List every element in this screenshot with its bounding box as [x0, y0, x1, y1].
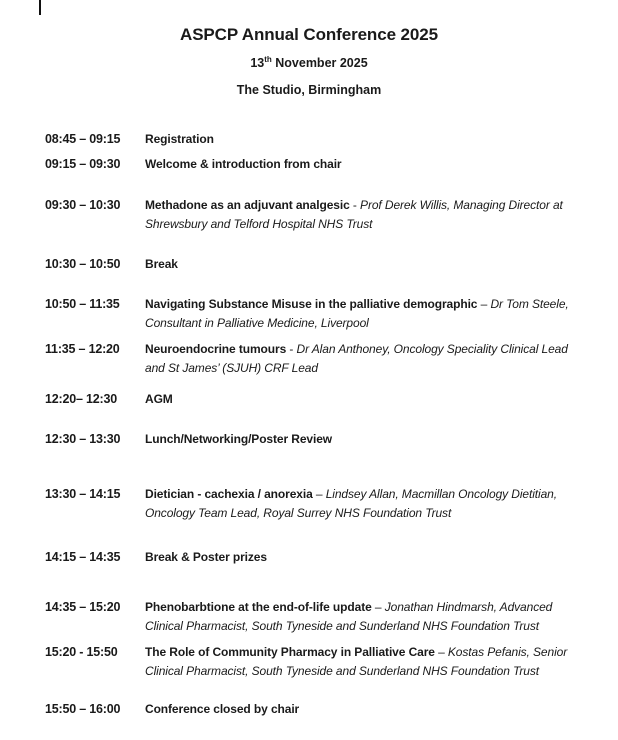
session-cell — [145, 548, 590, 567]
session-title: Methadone as an adjuvant analgesic — [145, 198, 350, 212]
schedule-row — [45, 643, 593, 681]
session-title: AGM — [145, 392, 173, 406]
session-time: 14:15 – 14:35 — [45, 550, 121, 564]
session-title: Welcome & introduction from chair — [145, 157, 342, 171]
event-date-rest: November 2025 — [271, 56, 368, 70]
session-title: Lunch/Networking/Poster Review — [145, 432, 333, 446]
session-time: 10:50 – 11:35 — [45, 297, 120, 311]
schedule-row — [45, 390, 593, 409]
schedule-row — [45, 430, 593, 449]
session-cell — [145, 430, 590, 449]
session-time: 15:50 – 16:00 — [45, 702, 121, 716]
schedule-row — [45, 548, 593, 567]
session-separator: – — [371, 600, 385, 614]
schedule-row — [45, 255, 593, 274]
session-time: 14:35 – 15:20 — [45, 600, 121, 614]
session-cell — [145, 485, 590, 523]
session-time: 10:30 – 10:50 — [45, 257, 121, 271]
schedule-list — [0, 130, 618, 719]
session-cell — [145, 130, 590, 149]
session-title: Break & Poster prizes — [145, 550, 267, 564]
event-date-ordinal: th — [264, 54, 272, 64]
event-date — [0, 56, 618, 71]
session-cell — [145, 295, 590, 333]
session-time: 09:15 – 09:30 — [45, 157, 121, 171]
session-title: Neuroendocrine tumours — [145, 342, 287, 356]
session-cell — [145, 390, 590, 409]
session-title: Break — [145, 257, 178, 271]
session-title: Phenobarbtione at the end-of-life update — [145, 600, 372, 614]
session-title: The Role of Community Pharmacy in Palliative Care — [145, 645, 435, 659]
session-cell — [145, 598, 590, 636]
session-cell — [145, 700, 590, 719]
schedule-row — [45, 485, 593, 523]
session-separator: – — [477, 297, 491, 311]
session-separator: - — [286, 342, 297, 356]
document-header — [0, 0, 618, 98]
session-speaker: Jonathan Hindmarsh, Advanced Clinical Pharmacist, South Tyneside and Sunderland NHS Foundation Trust — [145, 600, 553, 633]
session-cell — [145, 155, 590, 174]
session-speaker: Dr Tom Steele, Consultant in Palliative Medicine, Liverpool — [145, 297, 569, 330]
page-title: ASPCP Annual Conference 2025 — [180, 25, 438, 44]
schedule-row — [45, 155, 593, 174]
schedule-row — [45, 130, 593, 149]
session-cell — [145, 196, 590, 234]
session-speaker: Lindsey Allan, Macmillan Oncology Dietitian, Oncology Team Lead, Royal Surrey NHS Foundation Trust — [145, 487, 557, 520]
event-venue: The Studio, Birmingham — [236, 83, 382, 97]
session-title: Conference closed by chair — [145, 702, 300, 716]
schedule-row — [45, 295, 593, 333]
text-cursor — [39, 0, 41, 15]
session-speaker: Prof Derek Willis, Managing Director at Shrewsbury and Telford Hospital NHS Trust — [145, 198, 563, 231]
session-time: 08:45 – 09:15 — [45, 132, 121, 146]
session-cell — [145, 643, 590, 681]
session-title: Registration — [145, 132, 214, 146]
event-date-day: 13 — [250, 56, 265, 70]
schedule-row — [45, 340, 593, 378]
session-time: 13:30 – 14:15 — [45, 487, 121, 501]
session-time: 12:30 – 13:30 — [45, 432, 121, 446]
session-time: 11:35 – 12:20 — [45, 342, 120, 356]
session-time: 12:20– 12:30 — [45, 392, 117, 406]
session-cell — [145, 340, 590, 378]
schedule-row — [45, 700, 593, 719]
session-title: Navigating Substance Misuse in the palliative demographic — [145, 297, 478, 311]
schedule-row — [45, 196, 593, 234]
session-title: Dietician - cachexia / anorexia — [145, 487, 313, 501]
session-separator: - — [349, 198, 361, 212]
session-speaker: Kostas Pefanis, Senior Clinical Pharmacist, South Tyneside and Sunderland NHS Foundation Trust — [145, 645, 568, 678]
session-separator: – — [434, 645, 448, 659]
session-time: 09:30 – 10:30 — [45, 198, 121, 212]
session-cell — [145, 255, 590, 274]
session-time: 15:20 - 15:50 — [45, 645, 118, 659]
schedule-row — [45, 598, 593, 636]
session-speaker: Dr Alan Anthoney, Oncology Speciality Clinical Lead and St James’ (SJUH) CRF Lead — [145, 342, 568, 375]
session-separator: – — [312, 487, 326, 501]
